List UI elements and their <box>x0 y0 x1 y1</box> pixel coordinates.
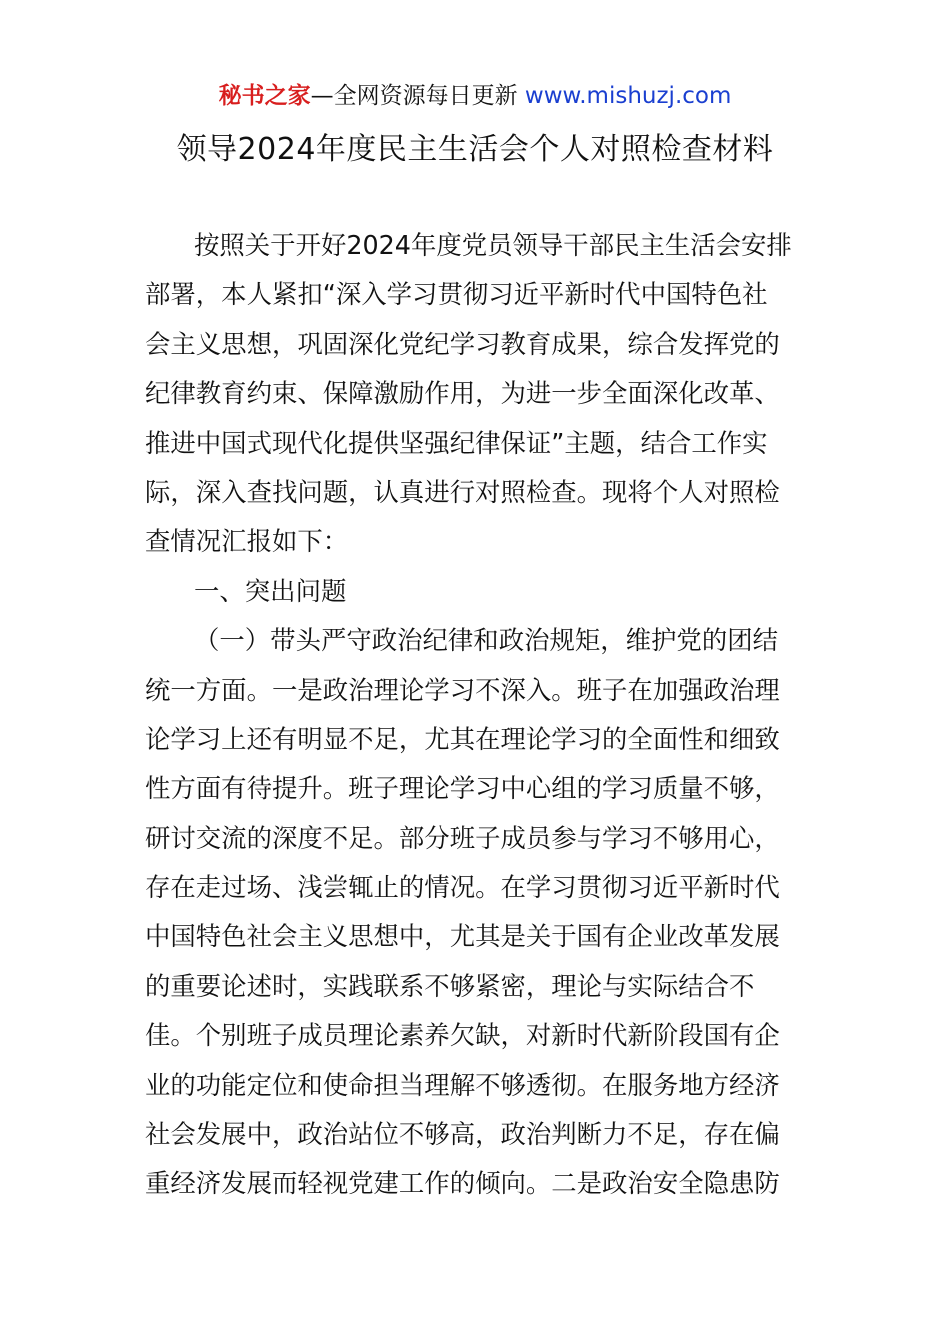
paragraph-line: 会主义思想，巩固深化党纪学习教育成果，综合发挥党的 <box>145 328 780 359</box>
paragraph-line: 论学习上还有明显不足，尤其在理论学习的全面性和细致 <box>145 723 780 754</box>
paragraph-line: 中国特色社会主义思想中，尤其是关于国有企业改革发展 <box>145 921 780 952</box>
paragraph-line: （一）带头严守政治纪律和政治规矩，维护党的团结 <box>194 625 778 656</box>
section-heading: 一、突出问题 <box>194 575 347 606</box>
paragraph-line: 查情况汇报如下： <box>145 526 349 557</box>
header-tagline: —全网资源每日更新 <box>310 83 518 109</box>
paragraph-line: 部署，本人紧扣“深入学习贯彻习近平新时代中国特色社 <box>145 279 768 310</box>
document-body <box>145 221 810 1209</box>
paragraph-line: 存在走过场、浅尝辄止的情况。在学习贯彻习近平新时代 <box>145 872 780 903</box>
paragraph-line: 重经济发展而轻视党建工作的倾向。二是政治安全隐患防 <box>145 1168 780 1199</box>
paragraph-line: 佳。个别班子成员理论素养欠缺，对新时代新阶段国有企 <box>145 1020 780 1051</box>
paragraph-line: 业的功能定位和使命担当理解不够透彻。在服务地方经济 <box>145 1069 780 1100</box>
paragraph-line: 的重要论述时，实践联系不够紧密，理论与实际结合不 <box>145 970 755 1001</box>
paragraph-line: 按照关于开好2024年度党员领导干部民主生活会安排 <box>194 230 792 260</box>
paragraph-line: 性方面有待提升。班子理论学习中心组的学习质量不够， <box>145 773 780 804</box>
paragraph-line: 社会发展中，政治站位不够高，政治判断力不足，存在偏 <box>145 1119 780 1150</box>
document-title: 领导2024年度民主生活会个人对照检查材料 <box>176 132 774 167</box>
paragraph-line: 推进中国式现代化提供坚强纪律保证”主题，结合工作实 <box>145 427 768 458</box>
brand-name: 秘书之家 <box>218 83 311 109</box>
paragraph-line: 研讨交流的深度不足。部分班子成员参与学习不够用心， <box>145 822 780 853</box>
site-header <box>0 80 950 112</box>
site-url[interactable]: www.mishuzj.com <box>524 83 732 109</box>
paragraph-line: 纪律教育约束、保障激励作用，为进一步全面深化改革、 <box>145 378 780 409</box>
paragraph-line: 际，深入查找问题，认真进行对照检查。现将个人对照检 <box>145 476 780 507</box>
paragraph-line: 统一方面。一是政治理论学习不深入。班子在加强政治理 <box>145 674 780 705</box>
